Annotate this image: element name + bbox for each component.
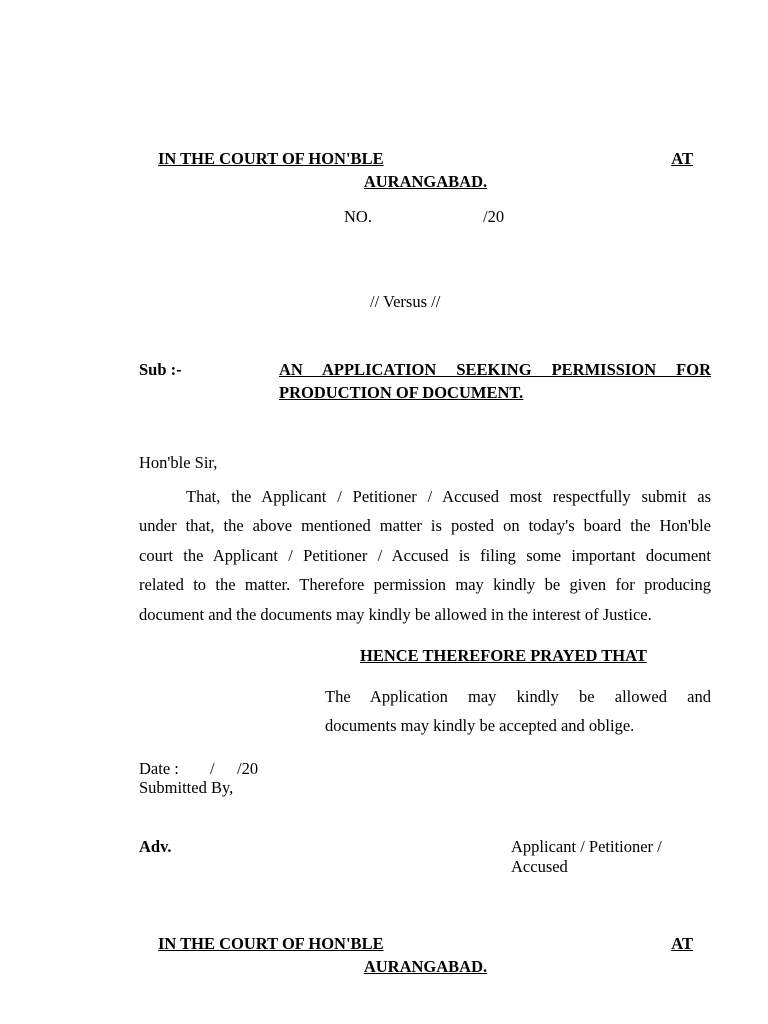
case-number-year: /20	[483, 207, 505, 226]
date-separator: /	[210, 759, 215, 778]
court-place-repeat: AURANGABAD.	[363, 957, 488, 976]
signatory-line-2: Accused	[511, 856, 568, 876]
body-line: That, the Applicant / Petitioner / Accused most respectfully submit as	[186, 487, 711, 506]
subject-text	[279, 358, 711, 404]
body-line: related to the matter. Therefore permission may kindly be given for producing	[139, 575, 711, 595]
subject-line-2: PRODUCTION OF DOCUMENT.	[279, 383, 524, 402]
advocate-label: Adv.	[139, 837, 172, 856]
subject-label: Sub :-	[139, 360, 182, 379]
body-line: under that, the above mentioned matter is posted on today's board the Hon'ble	[139, 516, 711, 536]
case-number-label: NO.	[344, 207, 372, 226]
court-heading-right: AT	[671, 149, 693, 168]
court-heading-left: IN THE COURT OF HON'BLE	[158, 149, 384, 168]
court-heading	[158, 149, 693, 169]
date-year: /20	[237, 759, 259, 778]
court-heading-repeat-right: AT	[671, 934, 693, 953]
signatory-block	[511, 837, 711, 876]
court-place: AURANGABAD.	[363, 172, 488, 191]
court-heading-repeat	[158, 934, 693, 954]
body-line: court the Applicant / Petitioner / Accused is filing some important document	[139, 545, 711, 565]
body-line: document and the documents may kindly be allowed in the interest of Justice.	[139, 604, 652, 624]
prayer-paragraph	[325, 682, 711, 741]
salutation: Hon'ble Sir,	[139, 453, 218, 472]
signatory-line-1: Applicant / Petitioner /	[511, 837, 662, 856]
prayer-line: The Application may kindly be allowed and	[325, 687, 711, 706]
versus-text: // Versus //	[370, 292, 441, 311]
submitted-by: Submitted By,	[139, 778, 234, 797]
prayer-line: documents may kindly be accepted and oblige.	[325, 716, 635, 736]
date-label: Date :	[139, 759, 179, 778]
body-paragraph	[139, 482, 711, 629]
subject-line-1: AN APPLICATION SEEKING PERMISSION FOR	[279, 360, 711, 379]
court-heading-repeat-left: IN THE COURT OF HON'BLE	[158, 934, 384, 953]
prayer-heading: HENCE THEREFORE PRAYED THAT	[360, 646, 647, 665]
